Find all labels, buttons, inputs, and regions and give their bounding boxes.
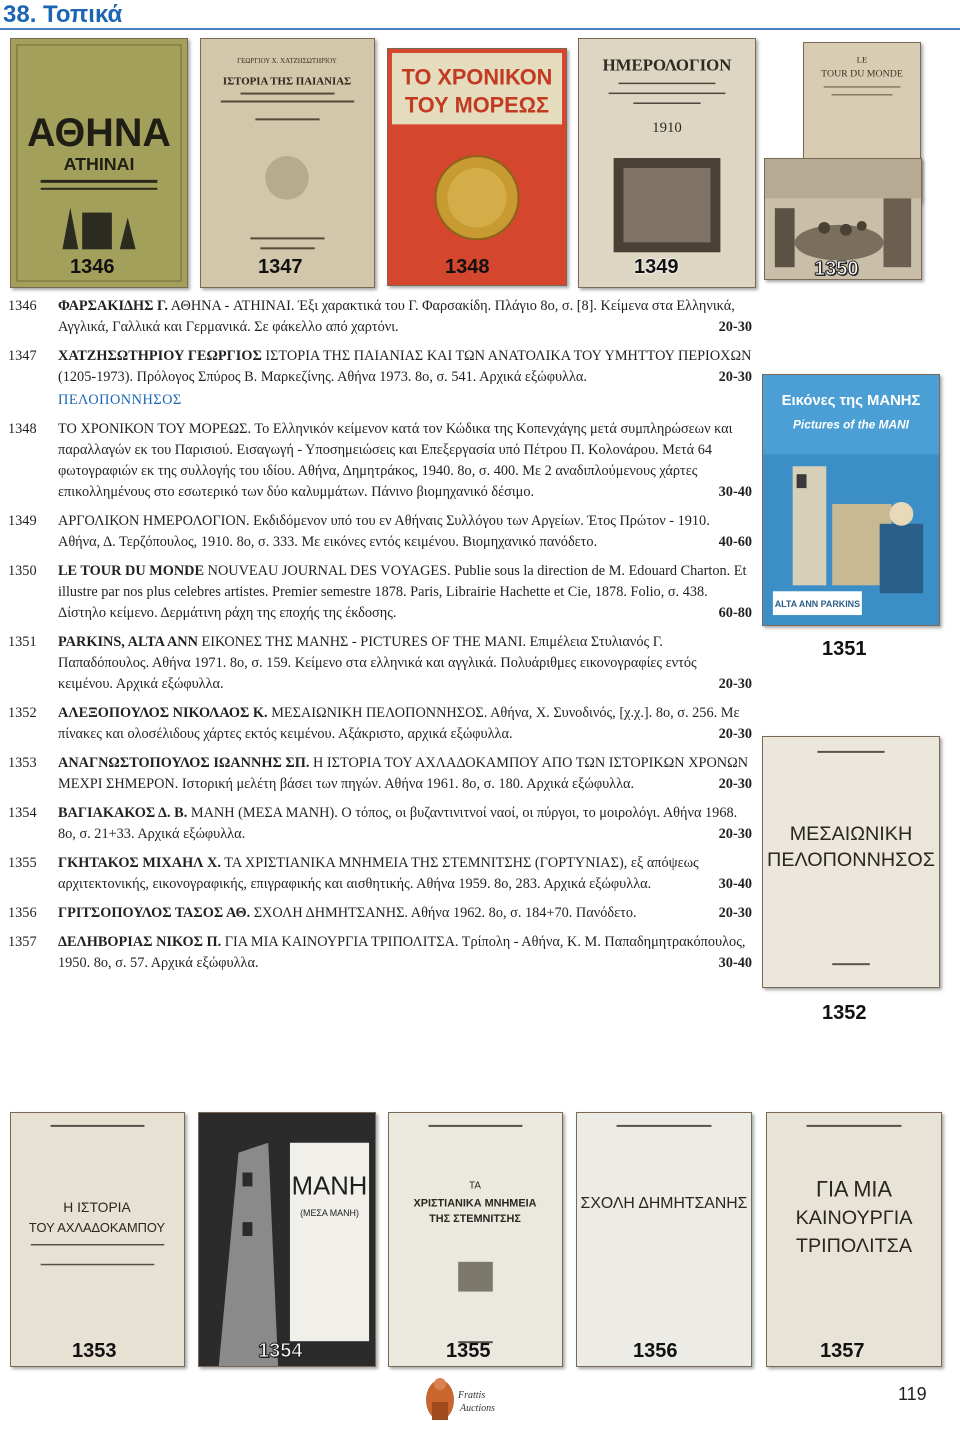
frattis-auctions-logo	[418, 1372, 506, 1428]
cover-1350-title: TOUR DU MONDE	[821, 68, 903, 80]
entry-text: ΤΟ ΧΡΟΝΙΚΟΝ ΤΟΥ ΜΟΡΕΩΣ. Το Ελληνικόν κείμενον κατά τον Κώδικα της Κοπενχάγης μετά συμπληρώσεων και παραλλαγών εκ του Παρισιού. Εισαγωγή - Υποσημειώσεις και Επεξεργασία υπό Πέτρου Π. Κολονάρου. Μετά 64 φωτογραφιών εκ της συλλογής του ιδίου. Αθήνα, Δημητράκος, 1940. 8ο, σ. 400. Με 2 αναδιπλούμενους χάρτες επικολλημένους στο εσωτερικό των δύο καλυμμάτων. Πάνινο βιομηχανικό δέσιμο.	[58, 421, 733, 500]
cover-1351-subtitle: Pictures of the MANI	[793, 417, 909, 432]
entry-author: ΓΚΗΤΑΚΟΣ ΜΙΧΑΗΛ Χ.	[58, 855, 221, 871]
entry-price: 20-30	[718, 826, 752, 842]
cover-1355-title: ΧΡΙΣΤΙΑΝΙΚΑ ΜΝΗΜΕΙΑ	[413, 1197, 537, 1210]
entry-number: 1348	[8, 421, 37, 437]
entry-1352	[0, 703, 752, 745]
cover-1351-author: ALTA ANN PARKINS	[774, 599, 861, 610]
entry-text: ΣΧΟΛΗ ΔΗΜΗΤΣΑΝΗΣ. Αθήνα 1962. 8ο, σ. 184+70. Πανόδετο.	[253, 905, 637, 921]
entry-number: 1351	[8, 634, 37, 650]
cover-1357-line2: ΚΑΙΝΟΥΡΓΙΑ	[795, 1207, 913, 1230]
cover-1357-line3: ΤΡΙΠΟΛΙΤΣΑ	[795, 1234, 913, 1257]
entry-author: LE TOUR DU MONDE	[58, 563, 205, 579]
cover-1356	[576, 1112, 752, 1367]
entry-author: ΦΑΡΣΑΚΙΔΗΣ Γ.	[58, 298, 168, 314]
entry-text: NOUVEAU JOURNAL DES VOYAGES. Publie sous la direction de M. Edouard Charton. Et illustre par nos plus celebres artistes. Premier semestre 1878. Paris, Librairie Hachette et Cie, 1878. Folio, σ. 438. Δίστηλο κείμενο. Δερμάτινη ράχη της εποχής της έκδοσης.	[58, 563, 747, 621]
entry-price: 20-30	[718, 905, 752, 921]
cover-1352-title: ΜΕΣΑΙΩΝΙΚΗ	[789, 823, 913, 846]
entry-author: ΓΡΙΤΣΟΠΟΥΛΟΣ ΤΑΣΟΣ ΑΘ.	[58, 905, 251, 921]
entry-number: 1349	[8, 513, 37, 529]
cover-1356-title: ΣΧΟΛΗ ΔΗΜΗΤΣΑΝΗΣ	[580, 1195, 748, 1213]
entry-text: ΜΕΣΑΙΩΝΙΚΗ ΠΕΛΟΠΟΝΝΗΣΟΣ. Αθήνα, Χ. Συνοδινός, [χ.χ.]. 8ο, σ. 256. Με πίνακες και ολοσέλιδους χάρτες εκτός κειμένου. Αξάκριστο, αρχικά εξώφυλλα.	[58, 705, 740, 742]
entry-price: 20-30	[718, 776, 752, 792]
logo-text-frattis: Frattis	[458, 1390, 486, 1401]
cover-1351-title: Εικόνες της ΜΑΝΗΣ	[781, 392, 921, 409]
cover-1352-subtitle: ΠΕΛΟΠΟΝΝΗΣΟΣ	[767, 848, 935, 871]
cover-1353	[10, 1112, 185, 1367]
lot-label-1348: 1348	[445, 256, 490, 278]
cover-1346-title: ΑΘΗΝΑ	[27, 111, 171, 156]
entry-text: ΓΙΑ ΜΙΑ ΚΑΙΝΟΥΡΓΙΑ ΤΡΙΠΟΛΙΤΣΑ. Τρίπολη - Αθήνα, Κ. Μ. Παπαδημητρακόπουλος, 1950. 8ο, σ. 57. Αρχικά εξώφυλλα.	[58, 934, 746, 971]
cover-1351	[762, 374, 940, 626]
entry-author: PARKINS, ALTA ANN	[58, 634, 198, 650]
entry-1348	[0, 419, 752, 503]
entry-1347	[0, 346, 752, 388]
cover-1346-subtitle: ATHINAI	[63, 153, 135, 174]
entry-text: ΜΑΝΗ (ΜΕΣΑ ΜΑΝΗ). Ο τόπος, οι βυζαντινιτνοί ναοί, οι πύργοι, το μοιρολόγι. Αθήνα 1968. 8ο, σ. 21+33. Αρχικά εξώφυλλα.	[58, 805, 738, 842]
cover-1349-year: 1910	[652, 120, 682, 137]
entry-text: ΕΙΚΟΝΕΣ ΤΗΣ ΜΑΝΗΣ - PICTURES OF THE MANI. Επιμέλεια Στυλιανός Γ. Παπαδόπουλος. Αθήνα 1971. 8ο, σ. 159. Κείμενο στα ελληνικά και αγγλικά. Πολυάριθμες εικονογραφίες εντός κειμένου. Αρχικά εξώφυλλα.	[58, 634, 697, 692]
entry-price: 30-40	[718, 955, 752, 971]
entry-number: 1347	[8, 348, 37, 364]
lot-label-1351: 1351	[822, 638, 867, 660]
entry-1353	[0, 753, 752, 795]
entry-author: ΒΑΓΙΑΚΑΚΟΣ Δ. Β.	[58, 805, 188, 821]
cover-1355	[388, 1112, 563, 1367]
entry-text: ΑΡΓΟΛΙΚΟΝ ΗΜΕΡΟΛΟΓΙΟΝ. Εκδιδόμενον υπό του εν Αθήναις Συλλόγου των Αργείων. Έτος Πρώτον - 1910. Αθήνα, Δ. Τερζόπουλος, 1910. 8ο, σ. 333. Με εικόνες εντός κειμένου. Βιομηχανικό πανόδετο.	[58, 513, 710, 550]
cover-1346	[10, 38, 188, 288]
entry-number: 1346	[8, 298, 37, 314]
cover-1347	[200, 38, 375, 288]
cover-1355-article: ΤΑ	[469, 1180, 481, 1192]
cover-1353-subtitle: ΤΟΥ ΑΧΛΑΔΟΚΑΜΠΟΥ	[28, 1220, 166, 1236]
cover-1349	[578, 38, 756, 288]
entry-number: 1356	[8, 905, 37, 921]
entry-text: ΤΑ ΧΡΙΣΤΙΑΝΙΚΑ ΜΝΗΜΕΙΑ ΤΗΣ ΣΤΕΜΝΙΤΣΗΣ (ΓΟΡΤΥΝΙΑΣ), εξ απόψεως αρχιτεκτονικής, εικονογραφικής, επιγραφικής και αισθητικής. Αθήνα 1959. 8ο, 283. Αρχικά εξώφυλλα.	[58, 855, 699, 892]
cover-1347-title: ΙΣΤΟΡΙΑ ΤΗΣ ΠΑΙΑΝΙΑΣ	[222, 75, 352, 88]
lot-label-1352: 1352	[822, 1002, 867, 1024]
region-heading: ΠΕΛΟΠΟΝΝΗΣΟΣ	[58, 392, 182, 408]
entry-text: Η ΙΣΤΟΡΙΑ ΤΟΥ ΑΧΛΑΔΟΚΑΜΠΟΥ ΑΠΟ ΤΩΝ ΙΣΤΟΡΙΚΩΝ ΧΡΟΝΩΝ ΜΕΧΡΙ ΣΗΜΕΡΟΝ. Ιστορική μελέτη βάσει των πηγών. Αθήνα 1961. 8ο, σ. 180. Αρχικά εξώφυλλα.	[58, 755, 749, 792]
cover-1348	[387, 48, 567, 286]
entry-1354	[0, 803, 752, 845]
entry-price: 30-40	[718, 484, 752, 500]
page-number: 119	[898, 1384, 927, 1404]
cover-1355-subtitle: ΤΗΣ ΣΤΕΜΝΙΤΣΗΣ	[429, 1213, 521, 1226]
cover-1354-title: ΜΑΝΗ	[291, 1172, 368, 1201]
cover-1357	[766, 1112, 942, 1367]
cover-1349-title: ΗΜΕΡΟΛΟΓΙΟΝ	[602, 55, 732, 75]
lot-label-1350: 1350	[814, 258, 859, 280]
entry-price: 30-40	[718, 876, 752, 892]
entry-number: 1352	[8, 705, 37, 721]
lot-label-1353: 1353	[72, 1340, 117, 1362]
svg-text:ΓΕΩΡΓΙΟΥ Χ. ΧΑΤΖΗΣΩΤΗΡΙΟΥ: ΓΕΩΡΓΙΟΥ Χ. ΧΑΤΖΗΣΩΤΗΡΙΟΥ	[237, 57, 337, 65]
catalogue-entries	[0, 296, 752, 982]
entry-price: 20-30	[718, 319, 752, 335]
entry-price: 40-60	[718, 534, 752, 550]
entry-price: 60-80	[718, 605, 752, 621]
entry-1346	[0, 296, 752, 338]
entry-author: ΔΕΛΗΒΟΡΙΑΣ ΝΙΚΟΣ Π.	[58, 934, 222, 950]
entry-author: ΑΛΕΞΟΠΟΥΛΟΣ ΝΙΚΟΛΑΟΣ Κ.	[58, 705, 268, 721]
entry-price: 20-30	[718, 369, 752, 385]
cover-1352	[762, 736, 940, 988]
entry-number: 1357	[8, 934, 37, 950]
entry-text: ΙΣΤΟΡΙΑ ΤΗΣ ΠΑΙΑΝΙΑΣ ΚΑΙ ΤΩΝ ΑΝΑΤΟΛΙΚΑ ΤΟΥ ΥΜΗΤΤΟΥ ΠΕΡΙΟΧΩΝ (1205-1973). Πρόλογος Σπύρος Β. Μαρκεζίνης. Αθήνα 1973. 8ο, σ. 541. Αρχικά εξώφυλλα.	[58, 348, 752, 385]
entry-text: ΑΘΗΝΑ - ATHINAI. Έξι χαρακτικά του Γ. Φαρσακίδη. Πλάγιο 8ο, σ. [8]. Κείμενα στα Ελληνικά, Αγγλικά, Γαλλικά και Γερμανικά. Σε φάκελλο από χαρτόνι.	[58, 298, 735, 335]
lot-label-1354: 1354	[258, 1340, 303, 1362]
entry-number: 1354	[8, 805, 37, 821]
entry-price: 20-30	[718, 676, 752, 692]
cover-1350-le: LE	[856, 54, 868, 65]
cover-1348-title: ΤΟ ΧΡΟΝΙΚΟΝ	[401, 64, 553, 90]
entry-1356	[0, 903, 752, 924]
cover-1354-subtitle: (ΜΕΣΑ ΜΑΝΗ)	[300, 1208, 359, 1219]
entry-1357	[0, 932, 752, 974]
entry-1355	[0, 853, 752, 895]
cover-1354	[198, 1112, 376, 1367]
lot-label-1356: 1356	[633, 1340, 678, 1362]
entry-author: ΧΑΤΖΗΣΩΤΗΡΙΟΥ ΓΕΩΡΓΙΟΣ	[58, 348, 262, 364]
entry-price: 20-30	[718, 726, 752, 742]
section-title: 38. Τοπικά	[0, 0, 960, 30]
lot-label-1347: 1347	[258, 256, 303, 278]
entry-number: 1353	[8, 755, 37, 771]
entry-1351	[0, 632, 752, 695]
lot-label-1357: 1357	[820, 1340, 865, 1362]
lot-label-1349: 1349	[634, 256, 679, 278]
entry-number: 1350	[8, 563, 37, 579]
cover-1353-title: Η ΙΣΤΟΡΙΑ	[63, 1199, 131, 1216]
entry-1349	[0, 511, 752, 553]
logo-text-auctions: Auctions	[460, 1403, 495, 1414]
entry-1350	[0, 561, 752, 624]
lot-label-1346: 1346	[70, 256, 115, 278]
cover-1357-line1: ΓΙΑ ΜΙΑ	[816, 1176, 892, 1202]
lot-label-1355: 1355	[446, 1340, 491, 1362]
entry-number: 1355	[8, 855, 37, 871]
cover-1348-subtitle: ΤΟΥ ΜΟΡΕΩΣ	[404, 92, 550, 118]
entry-author: ΑΝΑΓΝΩΣΤΟΠΟΥΛΟΣ ΙΩΑΝΝΗΣ ΣΠ.	[58, 755, 310, 771]
